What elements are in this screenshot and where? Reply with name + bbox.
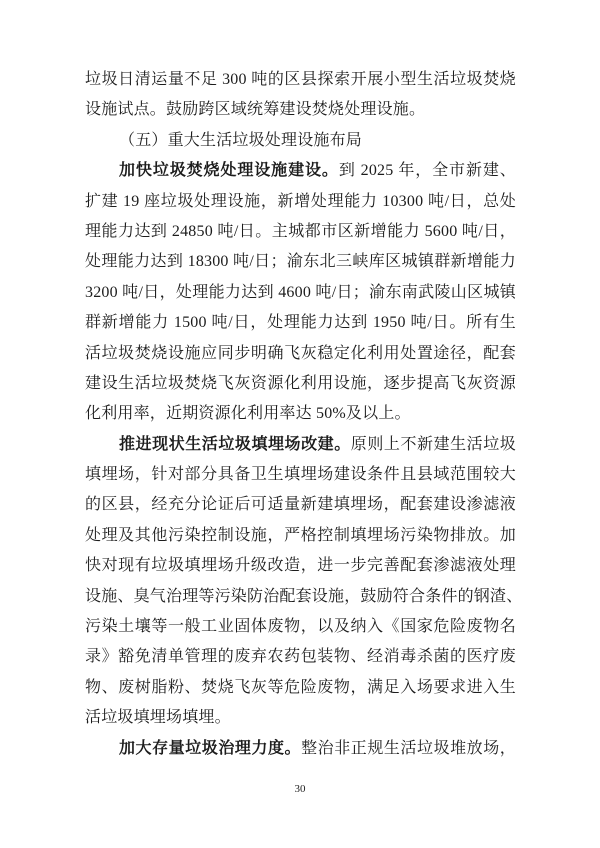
text-run: 填埋场，针对部分具备卫生填埋场建设条件且县域范围较大 [85,466,516,484]
text-run: 群新增能力 1500 吨/日，处理能力达到 1950 吨/日。所有生 [85,314,516,332]
text-line [85,247,516,277]
text-line [85,490,516,520]
section-heading [85,126,516,156]
text-run: 快对现有垃圾填埋场升级改造，进一步完善配套渗滤液处理 [85,557,516,575]
text-line [85,308,516,338]
text-line [85,339,516,369]
bold-run: 推进现状生活垃圾填埋场改建。 [119,435,351,453]
page-number: 30 [294,783,306,795]
text-run: 到 2025 年，全市新建、 [338,162,516,180]
text-line [85,703,516,733]
text-line [85,642,516,672]
text-line [85,460,516,490]
text-line [85,521,516,551]
text-line [85,95,516,125]
text-line [85,65,516,95]
text-run: 录》豁免清单管理的废弃农药包装物、经消毒杀菌的医疗废 [85,648,516,666]
text-line [85,673,516,703]
text-line [85,734,516,764]
text-run: 垃圾日清运量不足 300 吨的区县探索开展小型生活垃圾焚烧 [85,71,516,88]
text-line [85,430,516,460]
text-line [85,399,516,429]
text-run: 原则上不新建生活垃圾 [350,435,516,453]
text-run: 理能力达到 24850 吨/日。主城都市区新增能力 5600 吨/日， [85,222,516,240]
heading-text: （五）重大生活垃圾处理设施布局 [119,131,363,149]
text-line [85,278,516,308]
text-line [85,156,516,186]
text-run: 活垃圾焚烧设施应同步明确飞灰稳定化利用处置途径，配套 [85,344,516,362]
text-run: 整治非正规生活垃圾堆放场， [301,739,516,757]
text-run: 设施、臭气治理等污染防治配套设施，鼓励符合条件的钢渣、 [85,587,523,605]
text-line [85,187,516,217]
text-run: 的区县，经充分论证后可适量新建填埋场，配套建设渗滤液 [85,496,516,514]
bold-run: 加快垃圾焚烧处理设施建设。 [119,162,339,180]
text-run: 污染土壤等一般工业固体废物，以及纳入《国家危险废物名 [85,618,516,636]
text-line [85,582,523,612]
text-run: 扩建 19 座垃圾处理设施，新增处理能力 10300 吨/日，总处 [85,192,516,210]
text-run: 活垃圾填埋场填埋。 [85,709,231,727]
text-line [85,217,516,247]
text-line [85,551,516,581]
page-body-text [85,65,523,764]
text-run: 处理及其他污染控制设施，严格控制填埋场污染物排放。加 [85,526,516,544]
text-line [85,369,516,399]
text-run: 化利用率，近期资源化利用率达 50%及以上。 [85,405,411,423]
text-run: 物、废树脂粉、焚烧飞灰等危险废物，满足入场要求进入生 [85,678,516,696]
text-run: 设施试点。鼓励跨区域统筹建设焚烧处理设施。 [85,101,426,119]
text-run: 处理能力达到 18300 吨/日；渝东北三峡库区城镇群新增能力 [85,253,516,271]
bold-run: 加大存量垃圾治理力度。 [119,739,302,757]
text-run: 建设生活垃圾焚烧飞灰资源化利用设施，逐步提高飞灰资源 [85,374,516,392]
text-run: 3200 吨/日，处理能力达到 4600 吨/日；渝东南武陵山区城镇 [85,283,516,301]
text-line [85,612,516,642]
